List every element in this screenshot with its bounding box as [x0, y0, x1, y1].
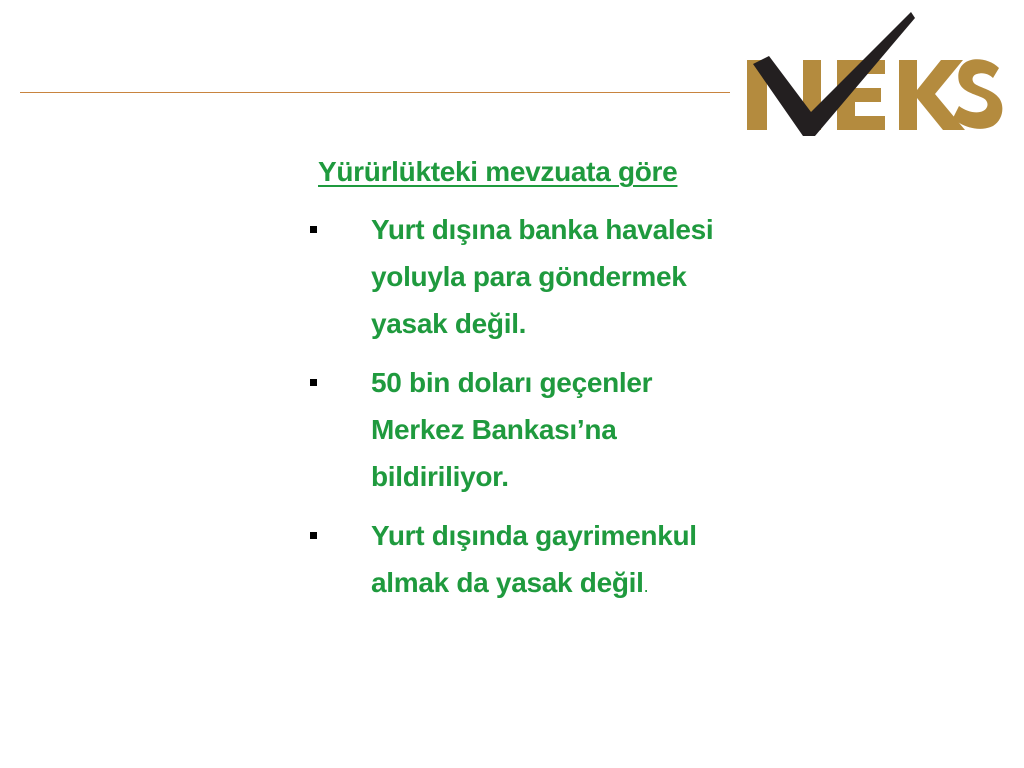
slide-content	[300, 150, 770, 622]
bullet-item	[300, 359, 731, 500]
bullet-item	[300, 512, 731, 610]
header-divider	[20, 92, 730, 93]
logo-letter-s	[953, 59, 1002, 129]
bullet-text: 50 bin doları geçenler Merkez Bankası’na bildiriliyor.	[371, 367, 653, 492]
bullet-suffix: .	[643, 576, 649, 596]
square-bullet-icon	[310, 226, 317, 233]
square-bullet-icon	[310, 379, 317, 386]
neks-logo	[745, 12, 1005, 137]
bullet-text: Yurt dışında gayrimenkul almak da yasak değil	[371, 520, 697, 598]
bullet-list	[300, 206, 770, 610]
bullet-text: Yurt dışına banka havalesi yoluyla para göndermek yasak değil.	[371, 214, 714, 339]
square-bullet-icon	[310, 532, 317, 539]
slide-heading: Yürürlükteki mevzuata göre	[318, 156, 678, 187]
logo-check-mark	[753, 12, 915, 136]
bullet-item	[300, 206, 731, 347]
